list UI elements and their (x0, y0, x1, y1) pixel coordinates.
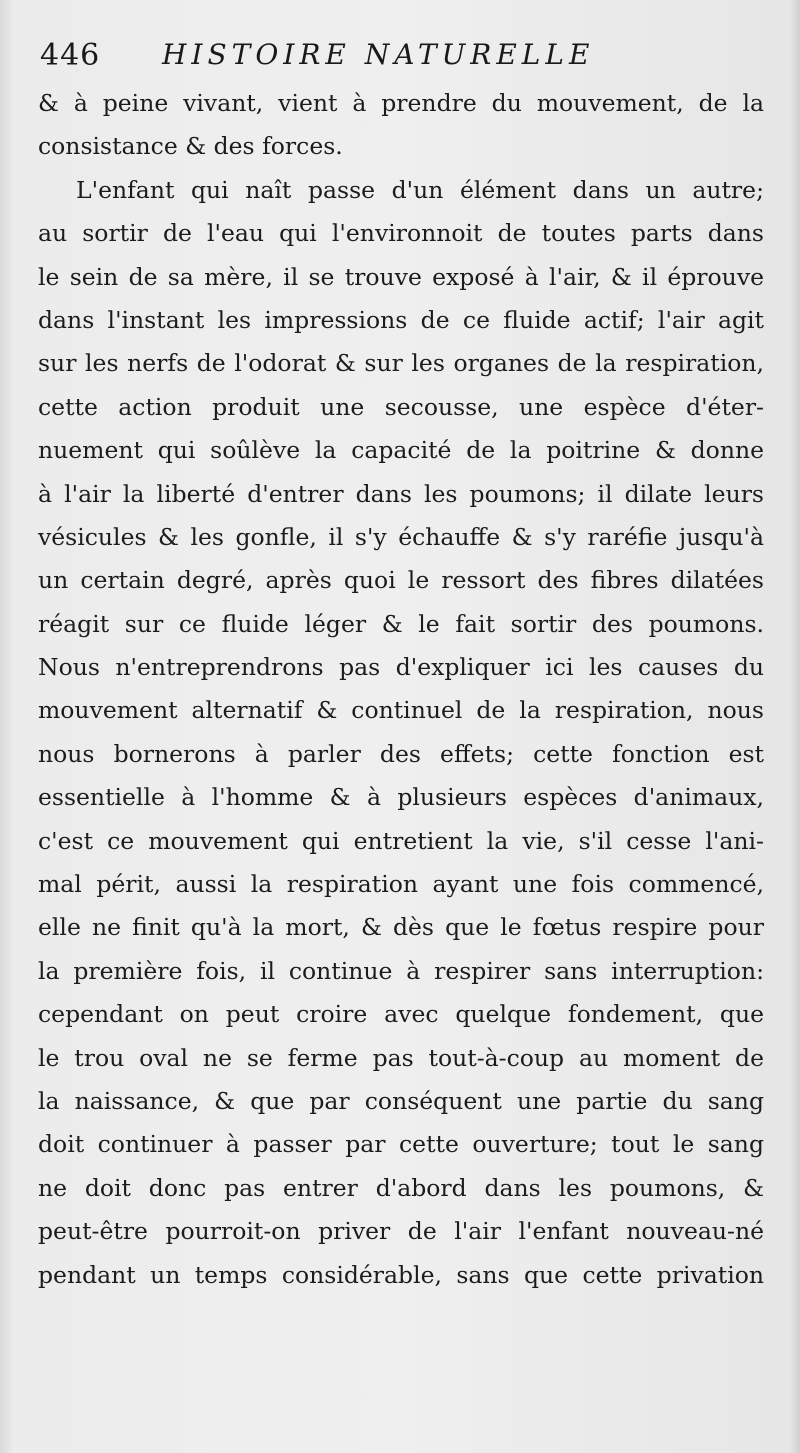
text-line: sur les nerfs de l'odorat & sur les organes de la respiration, (38, 349, 764, 378)
text-line: la première fois, il continue à respirer sans interruption: (38, 956, 764, 985)
text-line: peut-être pourroit-on priver de l'air l'enfant nouveau-né (38, 1217, 764, 1246)
text-line: pendant un temps considérable, sans que cette privation (38, 1260, 764, 1289)
text-line: réagit sur ce fluide léger & le fait sortir des poumons. (38, 609, 764, 638)
text-line: L'enfant qui naît passe d'un élément dans un autre; (76, 175, 764, 204)
text-line: cependant on peut croire avec quelque fondement, que (38, 1000, 764, 1029)
text-line: essentielle à l'homme & à plusieurs espèces d'animaux, (38, 783, 764, 812)
body-text (38, 82, 764, 1297)
text-line: Nous n'entreprendrons pas d'expliquer ici les causes du (38, 653, 764, 682)
text-line: ne doit donc pas entrer d'abord dans les poumons, & (38, 1173, 764, 1202)
text-line: la naissance, & que par conséquent une partie du sang (38, 1086, 764, 1115)
text-line: mouvement alternatif & continuel de la respiration, nous (38, 696, 764, 725)
page-header (40, 34, 760, 86)
text-line: c'est ce mouvement qui entretient la vie, s'il cesse l'ani- (38, 826, 764, 855)
text-line: doit continuer à passer par cette ouverture; tout le sang (38, 1130, 764, 1159)
text-line: dans l'instant les impressions de ce fluide actif; l'air agit (38, 305, 764, 334)
text-line: un certain degré, après quoi le ressort des fibres dilatées (38, 566, 764, 595)
page-number: 446 (40, 38, 101, 73)
text-line: consistance & des forces. (38, 132, 343, 161)
text-line: le trou oval ne se ferme pas tout-à-coup au moment de (38, 1043, 764, 1072)
text-line: vésicules & les gonfle, il s'y échauffe & s'y raréfie jusqu'à (38, 522, 764, 551)
text-line: au sortir de l'eau qui l'environnoit de toutes parts dans (38, 219, 764, 248)
text-line: cette action produit une secousse, une espèce d'éter- (38, 392, 764, 421)
running-head: HISTOIRE NATURELLE (162, 38, 595, 71)
text-line: nuement qui soûlève la capacité de la poitrine & donne (38, 436, 764, 465)
text-line: & à peine vivant, vient à prendre du mouvement, de la (38, 89, 764, 117)
text-line: elle ne finit qu'à la mort, & dès que le fœtus respire pour (38, 913, 764, 942)
text-line: mal périt, aussi la respiration ayant une fois commencé, (38, 870, 764, 899)
text-line: le sein de sa mère, il se trouve exposé à l'air, & il éprouve (38, 262, 764, 291)
text-line: à l'air la liberté d'entrer dans les poumons; il dilate leurs (38, 479, 764, 508)
text-line: nous bornerons à parler des effets; cette fonction est (38, 739, 764, 768)
